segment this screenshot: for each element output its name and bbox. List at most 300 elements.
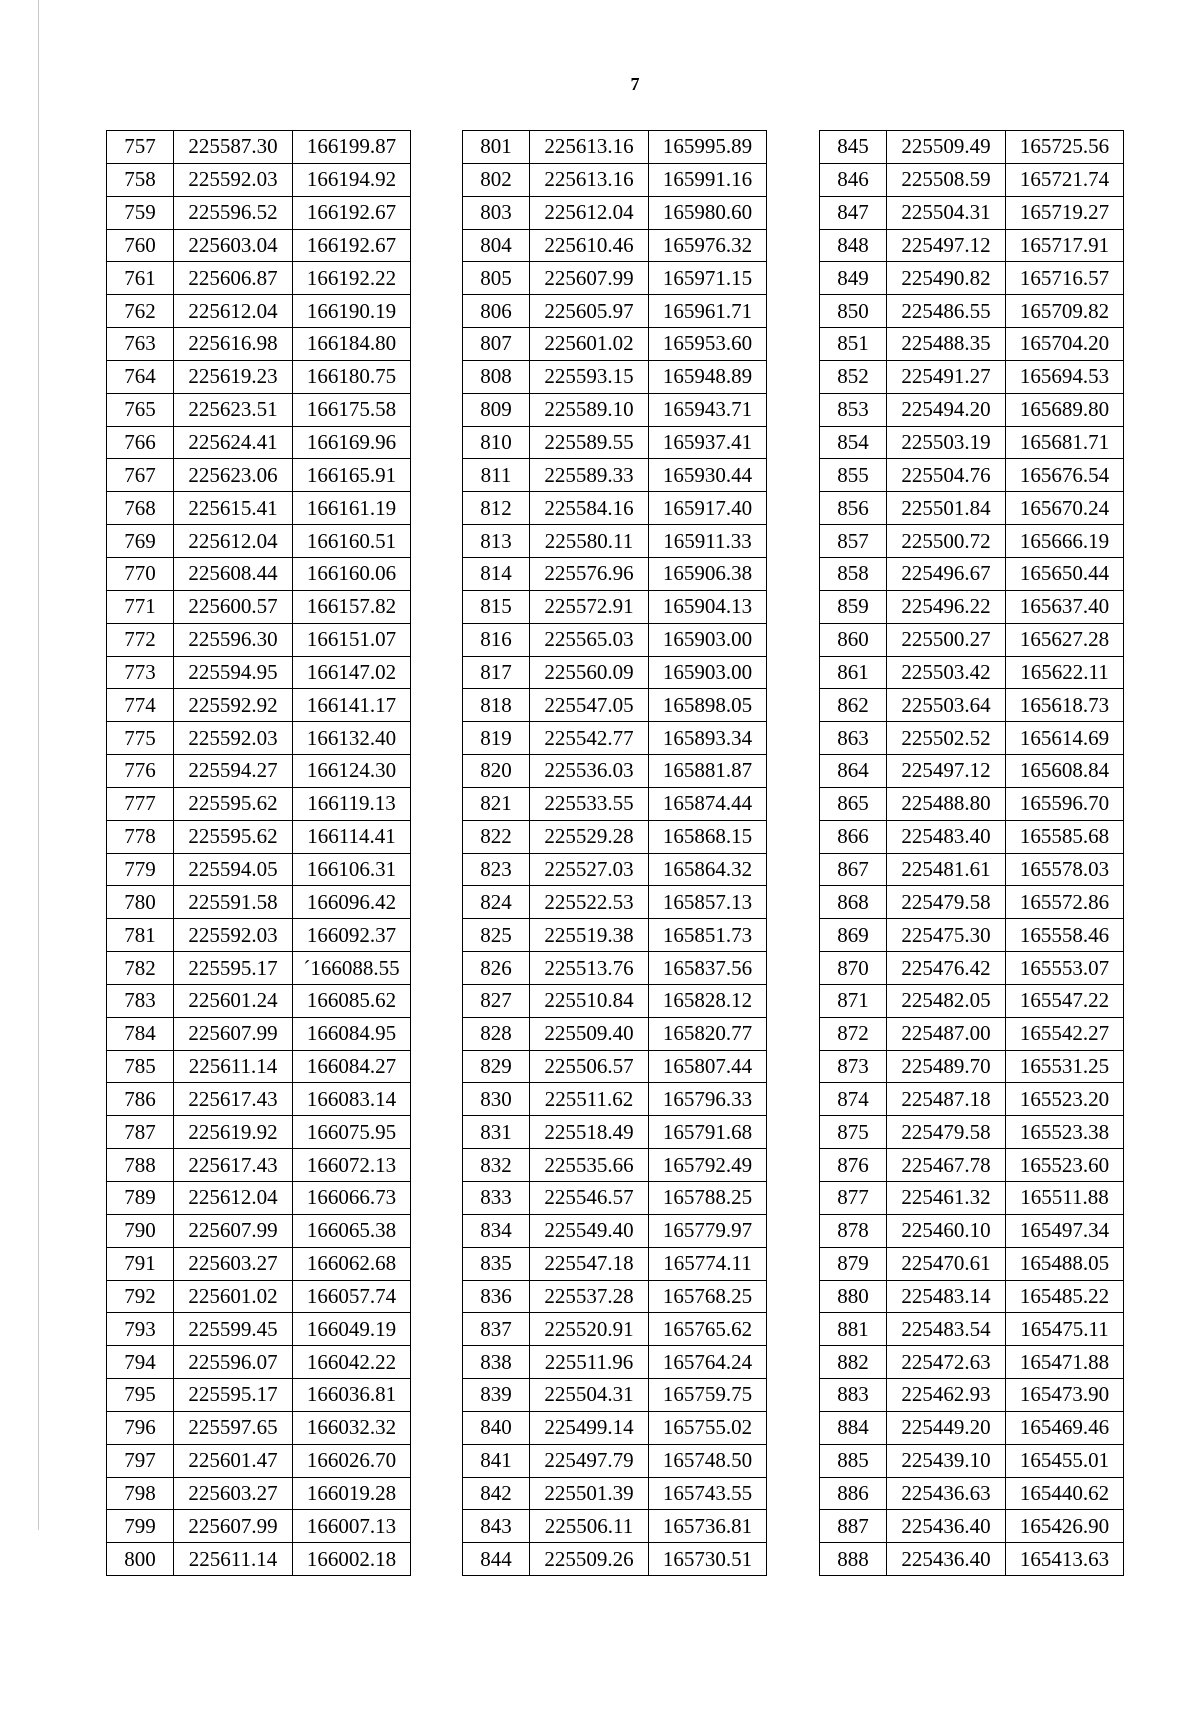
point-number-cell: 838: [463, 1346, 530, 1379]
point-number-cell: 862: [820, 689, 887, 722]
point-number-cell: 878: [820, 1214, 887, 1247]
y-coordinate-cell: 165725.56: [1006, 131, 1124, 164]
point-number-cell: 872: [820, 1017, 887, 1050]
point-number-cell: 865: [820, 787, 887, 820]
y-coordinate-cell: 165485.22: [1006, 1280, 1124, 1313]
x-coordinate-cell: 225600.57: [174, 590, 293, 623]
table-row: [820, 1247, 1124, 1280]
y-coordinate-cell: 166147.02: [293, 656, 411, 689]
x-coordinate-cell: 225596.30: [174, 623, 293, 656]
table-row: [107, 1510, 411, 1543]
point-number-cell: 841: [463, 1444, 530, 1477]
y-coordinate-cell: 166106.31: [293, 853, 411, 886]
y-coordinate-cell: 166192.67: [293, 229, 411, 262]
y-coordinate-cell: 165542.27: [1006, 1017, 1124, 1050]
table-row: [107, 1346, 411, 1379]
y-coordinate-cell: 165676.54: [1006, 459, 1124, 492]
x-coordinate-cell: 225535.66: [530, 1149, 649, 1182]
point-number-cell: 870: [820, 952, 887, 985]
point-number-cell: 789: [107, 1182, 174, 1215]
point-number-cell: 763: [107, 328, 174, 361]
point-number-cell: 786: [107, 1083, 174, 1116]
point-number-cell: 785: [107, 1050, 174, 1083]
point-number-cell: 820: [463, 755, 530, 788]
table-row: [463, 426, 767, 459]
table-row: [820, 1313, 1124, 1346]
y-coordinate-cell: 166119.13: [293, 787, 411, 820]
point-number-cell: 761: [107, 262, 174, 295]
y-coordinate-cell: 166124.30: [293, 755, 411, 788]
point-number-cell: 875: [820, 1116, 887, 1149]
table-row: [463, 1444, 767, 1477]
point-number-cell: 867: [820, 853, 887, 886]
table-row: [463, 459, 767, 492]
y-coordinate-cell: ´166088.55: [293, 952, 411, 985]
point-number-cell: 888: [820, 1543, 887, 1576]
x-coordinate-cell: 225511.96: [530, 1346, 649, 1379]
y-coordinate-cell: 166194.92: [293, 163, 411, 196]
table-row: [820, 689, 1124, 722]
y-coordinate-cell: 165689.80: [1006, 393, 1124, 426]
x-coordinate-cell: 225594.27: [174, 755, 293, 788]
point-number-cell: 816: [463, 623, 530, 656]
table-row: [107, 689, 411, 722]
point-number-cell: 818: [463, 689, 530, 722]
table-row: [820, 557, 1124, 590]
table-row: [463, 1182, 767, 1215]
table-row: [463, 262, 767, 295]
y-coordinate-cell: 165792.49: [649, 1149, 767, 1182]
x-coordinate-cell: 225483.40: [887, 820, 1006, 853]
point-number-cell: 877: [820, 1182, 887, 1215]
point-number-cell: 848: [820, 229, 887, 262]
coordinates-table-1: [106, 130, 411, 1576]
x-coordinate-cell: 225503.42: [887, 656, 1006, 689]
table-row: [820, 262, 1124, 295]
x-coordinate-cell: 225595.62: [174, 820, 293, 853]
point-number-cell: 777: [107, 787, 174, 820]
y-coordinate-cell: 165488.05: [1006, 1247, 1124, 1280]
table-row: [107, 262, 411, 295]
x-coordinate-cell: 225491.27: [887, 360, 1006, 393]
y-coordinate-cell: 165704.20: [1006, 328, 1124, 361]
point-number-cell: 757: [107, 131, 174, 164]
table-row: [463, 1050, 767, 1083]
point-number-cell: 784: [107, 1017, 174, 1050]
point-number-cell: 887: [820, 1510, 887, 1543]
x-coordinate-cell: 225527.03: [530, 853, 649, 886]
point-number-cell: 845: [820, 131, 887, 164]
y-coordinate-cell: 166032.32: [293, 1411, 411, 1444]
x-coordinate-cell: 225536.03: [530, 755, 649, 788]
y-coordinate-cell: 166141.17: [293, 689, 411, 722]
x-coordinate-cell: 225599.45: [174, 1313, 293, 1346]
point-number-cell: 778: [107, 820, 174, 853]
point-number-cell: 798: [107, 1477, 174, 1510]
table-row: [463, 1313, 767, 1346]
y-coordinate-cell: 165585.68: [1006, 820, 1124, 853]
point-number-cell: 794: [107, 1346, 174, 1379]
table-row: [463, 1247, 767, 1280]
point-number-cell: 886: [820, 1477, 887, 1510]
table-row: [820, 426, 1124, 459]
y-coordinate-cell: 165748.50: [649, 1444, 767, 1477]
y-coordinate-cell: 165709.82: [1006, 295, 1124, 328]
y-coordinate-cell: 166085.62: [293, 984, 411, 1017]
x-coordinate-cell: 225509.49: [887, 131, 1006, 164]
x-coordinate-cell: 225522.53: [530, 886, 649, 919]
x-coordinate-cell: 225510.84: [530, 984, 649, 1017]
point-number-cell: 847: [820, 196, 887, 229]
table-row: [107, 295, 411, 328]
x-coordinate-cell: 225502.52: [887, 722, 1006, 755]
table-row: [820, 1182, 1124, 1215]
y-coordinate-cell: 165857.13: [649, 886, 767, 919]
x-coordinate-cell: 225520.91: [530, 1313, 649, 1346]
x-coordinate-cell: 225506.57: [530, 1050, 649, 1083]
x-coordinate-cell: 225481.61: [887, 853, 1006, 886]
y-coordinate-cell: 165736.81: [649, 1510, 767, 1543]
y-coordinate-cell: 165837.56: [649, 952, 767, 985]
point-number-cell: 813: [463, 525, 530, 558]
y-coordinate-cell: 165413.63: [1006, 1543, 1124, 1576]
x-coordinate-cell: 225501.39: [530, 1477, 649, 1510]
point-number-cell: 779: [107, 853, 174, 886]
table-row: [820, 1280, 1124, 1313]
table-row: [107, 886, 411, 919]
table-row: [820, 656, 1124, 689]
point-number-cell: 805: [463, 262, 530, 295]
y-coordinate-cell: 166096.42: [293, 886, 411, 919]
y-coordinate-cell: 166072.13: [293, 1149, 411, 1182]
y-coordinate-cell: 165650.44: [1006, 557, 1124, 590]
y-coordinate-cell: 165627.28: [1006, 623, 1124, 656]
y-coordinate-cell: 166151.07: [293, 623, 411, 656]
x-coordinate-cell: 225479.58: [887, 1116, 1006, 1149]
point-number-cell: 824: [463, 886, 530, 919]
y-coordinate-cell: 165903.00: [649, 623, 767, 656]
table-row: [820, 1379, 1124, 1412]
table-row: [463, 1280, 767, 1313]
y-coordinate-cell: 165553.07: [1006, 952, 1124, 985]
point-number-cell: 850: [820, 295, 887, 328]
point-number-cell: 762: [107, 295, 174, 328]
table-row: [463, 1116, 767, 1149]
table-row: [107, 525, 411, 558]
point-number-cell: 766: [107, 426, 174, 459]
table-row: [463, 295, 767, 328]
x-coordinate-cell: 225617.43: [174, 1149, 293, 1182]
x-coordinate-cell: 225619.92: [174, 1116, 293, 1149]
point-number-cell: 883: [820, 1379, 887, 1412]
point-number-cell: 808: [463, 360, 530, 393]
point-number-cell: 881: [820, 1313, 887, 1346]
y-coordinate-cell: 166026.70: [293, 1444, 411, 1477]
x-coordinate-cell: 225613.16: [530, 163, 649, 196]
table-row: [820, 919, 1124, 952]
y-coordinate-cell: 165868.15: [649, 820, 767, 853]
y-coordinate-cell: 166049.19: [293, 1313, 411, 1346]
table-row: [820, 1017, 1124, 1050]
y-coordinate-cell: 165572.86: [1006, 886, 1124, 919]
x-coordinate-cell: 225595.17: [174, 952, 293, 985]
y-coordinate-cell: 165717.91: [1006, 229, 1124, 262]
table-row: [107, 722, 411, 755]
y-coordinate-cell: 166075.95: [293, 1116, 411, 1149]
x-coordinate-cell: 225529.28: [530, 820, 649, 853]
point-number-cell: 871: [820, 984, 887, 1017]
x-coordinate-cell: 225547.05: [530, 689, 649, 722]
table-row: [463, 1083, 767, 1116]
table-row: [820, 984, 1124, 1017]
point-number-cell: 830: [463, 1083, 530, 1116]
table-row: [463, 1149, 767, 1182]
point-number-cell: 854: [820, 426, 887, 459]
table-row: [463, 590, 767, 623]
y-coordinate-cell: 166160.51: [293, 525, 411, 558]
point-number-cell: 787: [107, 1116, 174, 1149]
x-coordinate-cell: 225489.70: [887, 1050, 1006, 1083]
x-coordinate-cell: 225592.92: [174, 689, 293, 722]
y-coordinate-cell: 165471.88: [1006, 1346, 1124, 1379]
point-number-cell: 771: [107, 590, 174, 623]
x-coordinate-cell: 225476.42: [887, 952, 1006, 985]
table-row: [107, 1477, 411, 1510]
x-coordinate-cell: 225461.32: [887, 1182, 1006, 1215]
y-coordinate-cell: 165765.62: [649, 1313, 767, 1346]
y-coordinate-cell: 165618.73: [1006, 689, 1124, 722]
point-number-cell: 802: [463, 163, 530, 196]
x-coordinate-cell: 225488.35: [887, 328, 1006, 361]
x-coordinate-cell: 225613.16: [530, 131, 649, 164]
point-number-cell: 831: [463, 1116, 530, 1149]
table-row: [463, 1379, 767, 1412]
x-coordinate-cell: 225519.38: [530, 919, 649, 952]
y-coordinate-cell: 165948.89: [649, 360, 767, 393]
table-row: [463, 1543, 767, 1576]
x-coordinate-cell: 225605.97: [530, 295, 649, 328]
table-row: [107, 229, 411, 262]
table-row: [463, 886, 767, 919]
x-coordinate-cell: 225460.10: [887, 1214, 1006, 1247]
y-coordinate-cell: 165893.34: [649, 722, 767, 755]
y-coordinate-cell: 166062.68: [293, 1247, 411, 1280]
x-coordinate-cell: 225503.19: [887, 426, 1006, 459]
y-coordinate-cell: 166157.82: [293, 590, 411, 623]
x-coordinate-cell: 225612.04: [174, 1182, 293, 1215]
point-number-cell: 858: [820, 557, 887, 590]
point-number-cell: 876: [820, 1149, 887, 1182]
y-coordinate-cell: 165523.38: [1006, 1116, 1124, 1149]
x-coordinate-cell: 225576.96: [530, 557, 649, 590]
y-coordinate-cell: 165911.33: [649, 525, 767, 558]
x-coordinate-cell: 225623.51: [174, 393, 293, 426]
table-row: [463, 755, 767, 788]
y-coordinate-cell: 166180.75: [293, 360, 411, 393]
table-row: [820, 131, 1124, 164]
point-number-cell: 866: [820, 820, 887, 853]
x-coordinate-cell: 225589.55: [530, 426, 649, 459]
table-row: [463, 952, 767, 985]
y-coordinate-cell: 165558.46: [1006, 919, 1124, 952]
x-coordinate-cell: 225483.14: [887, 1280, 1006, 1313]
x-coordinate-cell: 225593.15: [530, 360, 649, 393]
table-row: [107, 1411, 411, 1444]
y-coordinate-cell: 166065.38: [293, 1214, 411, 1247]
x-coordinate-cell: 225500.27: [887, 623, 1006, 656]
point-number-cell: 776: [107, 755, 174, 788]
y-coordinate-cell: 165874.44: [649, 787, 767, 820]
y-coordinate-cell: 166002.18: [293, 1543, 411, 1576]
point-number-cell: 812: [463, 492, 530, 525]
table-row: [463, 656, 767, 689]
table-row: [107, 623, 411, 656]
table-row: [107, 984, 411, 1017]
table-row: [463, 393, 767, 426]
x-coordinate-cell: 225513.76: [530, 952, 649, 985]
table-row: [107, 360, 411, 393]
table-row: [463, 689, 767, 722]
y-coordinate-cell: 166092.37: [293, 919, 411, 952]
y-coordinate-cell: 165523.20: [1006, 1083, 1124, 1116]
x-coordinate-cell: 225595.62: [174, 787, 293, 820]
table-row: [820, 163, 1124, 196]
y-coordinate-cell: 166084.95: [293, 1017, 411, 1050]
table-row: [463, 360, 767, 393]
table-row: [463, 525, 767, 558]
y-coordinate-cell: 165943.71: [649, 393, 767, 426]
point-number-cell: 807: [463, 328, 530, 361]
table-row: [820, 1116, 1124, 1149]
table-row: [820, 196, 1124, 229]
point-number-cell: 767: [107, 459, 174, 492]
point-number-cell: 774: [107, 689, 174, 722]
point-number-cell: 759: [107, 196, 174, 229]
point-number-cell: 765: [107, 393, 174, 426]
coordinates-table-2: [462, 130, 767, 1576]
x-coordinate-cell: 225612.04: [174, 525, 293, 558]
y-coordinate-cell: 165497.34: [1006, 1214, 1124, 1247]
point-number-cell: 868: [820, 886, 887, 919]
point-number-cell: 879: [820, 1247, 887, 1280]
x-coordinate-cell: 225504.76: [887, 459, 1006, 492]
x-coordinate-cell: 225603.27: [174, 1247, 293, 1280]
x-coordinate-cell: 225608.44: [174, 557, 293, 590]
table-row: [820, 952, 1124, 985]
point-number-cell: 799: [107, 1510, 174, 1543]
y-coordinate-cell: 165864.32: [649, 853, 767, 886]
y-coordinate-cell: 165759.75: [649, 1379, 767, 1412]
x-coordinate-cell: 225597.65: [174, 1411, 293, 1444]
y-coordinate-cell: 165774.11: [649, 1247, 767, 1280]
point-number-cell: 810: [463, 426, 530, 459]
table-row: [107, 787, 411, 820]
table-row: [820, 722, 1124, 755]
table-row: [107, 952, 411, 985]
point-number-cell: 770: [107, 557, 174, 590]
y-coordinate-cell: 166169.96: [293, 426, 411, 459]
y-coordinate-cell: 165531.25: [1006, 1050, 1124, 1083]
table-row: [107, 131, 411, 164]
x-coordinate-cell: 225587.30: [174, 131, 293, 164]
table-row: [107, 1149, 411, 1182]
point-number-cell: 853: [820, 393, 887, 426]
table-row: [820, 229, 1124, 262]
point-number-cell: 793: [107, 1313, 174, 1346]
y-coordinate-cell: 166066.73: [293, 1182, 411, 1215]
table-row: [107, 557, 411, 590]
x-coordinate-cell: 225592.03: [174, 919, 293, 952]
y-coordinate-cell: 166190.19: [293, 295, 411, 328]
y-coordinate-cell: 165730.51: [649, 1543, 767, 1576]
table-row: [820, 1050, 1124, 1083]
x-coordinate-cell: 225612.04: [530, 196, 649, 229]
x-coordinate-cell: 225470.61: [887, 1247, 1006, 1280]
point-number-cell: 873: [820, 1050, 887, 1083]
x-coordinate-cell: 225546.57: [530, 1182, 649, 1215]
table-row: [820, 853, 1124, 886]
y-coordinate-cell: 165991.16: [649, 163, 767, 196]
point-number-cell: 817: [463, 656, 530, 689]
x-coordinate-cell: 225542.77: [530, 722, 649, 755]
point-number-cell: 806: [463, 295, 530, 328]
x-coordinate-cell: 225624.41: [174, 426, 293, 459]
y-coordinate-cell: 165903.00: [649, 656, 767, 689]
x-coordinate-cell: 225439.10: [887, 1444, 1006, 1477]
point-number-cell: 822: [463, 820, 530, 853]
table-row: [820, 525, 1124, 558]
x-coordinate-cell: 225603.04: [174, 229, 293, 262]
table-row: [107, 1280, 411, 1313]
y-coordinate-cell: 165608.84: [1006, 755, 1124, 788]
point-number-cell: 758: [107, 163, 174, 196]
point-number-cell: 839: [463, 1379, 530, 1412]
point-number-cell: 797: [107, 1444, 174, 1477]
y-coordinate-cell: 165681.71: [1006, 426, 1124, 459]
point-number-cell: 855: [820, 459, 887, 492]
x-coordinate-cell: 225601.47: [174, 1444, 293, 1477]
y-coordinate-cell: 166042.22: [293, 1346, 411, 1379]
x-coordinate-cell: 225462.93: [887, 1379, 1006, 1412]
y-coordinate-cell: 165716.57: [1006, 262, 1124, 295]
x-coordinate-cell: 225487.18: [887, 1083, 1006, 1116]
point-number-cell: 823: [463, 853, 530, 886]
table-row: [107, 1050, 411, 1083]
x-coordinate-cell: 225601.02: [174, 1280, 293, 1313]
table-row: [107, 656, 411, 689]
y-coordinate-cell: 166165.91: [293, 459, 411, 492]
point-number-cell: 880: [820, 1280, 887, 1313]
page-number: 7: [630, 74, 640, 94]
y-coordinate-cell: 166161.19: [293, 492, 411, 525]
x-coordinate-cell: 225487.00: [887, 1017, 1006, 1050]
x-coordinate-cell: 225549.40: [530, 1214, 649, 1247]
x-coordinate-cell: 225606.87: [174, 262, 293, 295]
x-coordinate-cell: 225596.07: [174, 1346, 293, 1379]
x-coordinate-cell: 225511.62: [530, 1083, 649, 1116]
table-row: [820, 1444, 1124, 1477]
x-coordinate-cell: 225619.23: [174, 360, 293, 393]
y-coordinate-cell: 165764.24: [649, 1346, 767, 1379]
table-row: [463, 787, 767, 820]
point-number-cell: 828: [463, 1017, 530, 1050]
point-number-cell: 827: [463, 984, 530, 1017]
table-row: [107, 1444, 411, 1477]
x-coordinate-cell: 225592.03: [174, 722, 293, 755]
point-number-cell: 861: [820, 656, 887, 689]
point-number-cell: 826: [463, 952, 530, 985]
x-coordinate-cell: 225497.12: [887, 755, 1006, 788]
